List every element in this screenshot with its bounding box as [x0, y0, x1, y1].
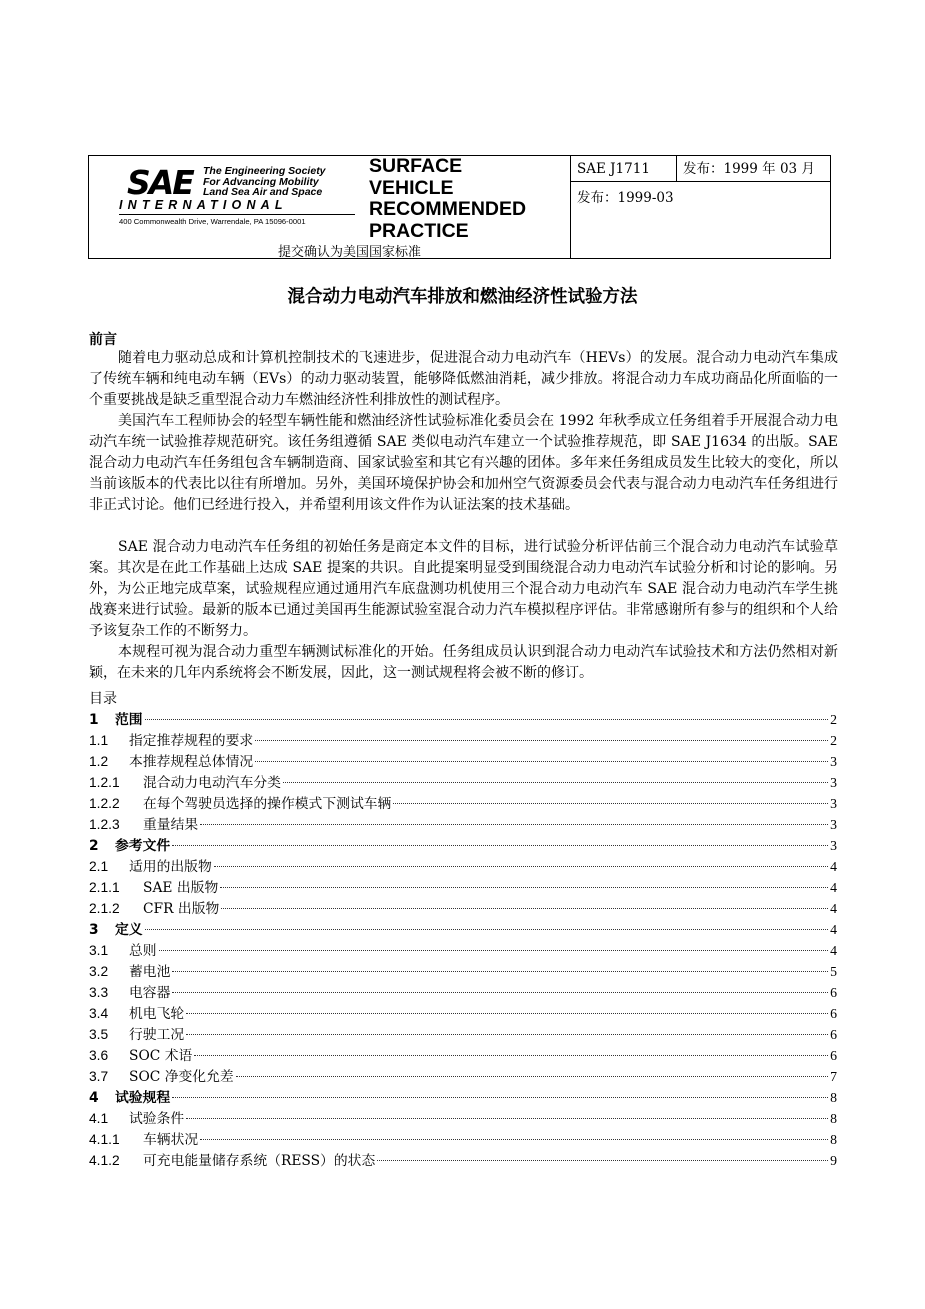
toc-entry-page: 7 [830, 1069, 837, 1084]
sae-logo-block [89, 156, 570, 258]
toc-entry-page: 3 [830, 796, 837, 811]
toc-entry-title: CFR 出版物 [143, 901, 220, 917]
foreword-paragraph: 美国汽车工程师协会的轻型车辆性能和燃油经济性试验标准化委员会在 1992 年秋季成立任务组着手开展混合动力电动汽车统一试验推荐规范研究。该任务组遵循 SAE 类似电动汽车建立一个试验推荐规范，即 SAE J1634 的出版。SAE 混合动力电动汽车任务组包含车辆制造商、国家试验室和其它有兴趣的团体。多年来任务组成员发生比较大的变化，所以当前该版本的代表比以往有所增加。另外，美国环境保护协会和加州空气资源委员会代表与混合动力电动汽车任务组进行非正式讨论。他们已经进行投入，并希望利用该文件作为认证法案的技术基础。 [89, 413, 838, 513]
toc-leader-dots [159, 950, 829, 951]
toc-entry[interactable] [89, 897, 837, 918]
toc-entry[interactable] [89, 1023, 837, 1044]
toc-entry[interactable] [89, 708, 837, 729]
toc-entry[interactable] [89, 1128, 837, 1149]
toc-heading: 目录 [89, 691, 117, 707]
toc-entry-number: 2 [89, 838, 99, 854]
toc-entry[interactable] [89, 729, 837, 750]
toc-entry-title: 蓄电池 [129, 964, 171, 980]
toc-entry-number: 3.1 [89, 943, 109, 958]
sae-logo: SAE [127, 163, 193, 202]
toc-entry[interactable] [89, 792, 837, 813]
toc-leader-dots [393, 803, 828, 804]
toc-entry-number: 2.1 [89, 859, 109, 874]
toc-leader-dots [145, 719, 829, 720]
toc-entry-number: 3.7 [89, 1069, 109, 1084]
toc-entry-number: 1.1 [89, 733, 109, 748]
toc-entry-number: 1 [89, 712, 99, 728]
toc-entry-number: 4 [89, 1090, 99, 1106]
table-of-contents [89, 708, 837, 1170]
toc-entry[interactable] [89, 813, 837, 834]
toc-entry-number: 1.2.2 [89, 796, 120, 811]
toc-entry-title: 电容器 [129, 985, 171, 1001]
toc-entry-title: 参考文件 [115, 838, 171, 854]
toc-entry[interactable] [89, 750, 837, 771]
toc-entry-title: 总则 [129, 943, 157, 959]
toc-entry[interactable] [89, 981, 837, 1002]
toc-leader-dots [236, 1076, 828, 1077]
toc-leader-dots [255, 740, 828, 741]
toc-entry-page: 8 [830, 1132, 837, 1147]
toc-entry-page: 4 [830, 859, 837, 874]
toc-entry-page: 4 [830, 901, 837, 916]
document-header [88, 155, 831, 259]
toc-entry-number: 2.1.2 [89, 901, 120, 916]
toc-entry-number: 4.1.2 [89, 1153, 120, 1168]
foreword-heading: 前言 [89, 332, 117, 348]
toc-entry-title: SAE 出版物 [143, 880, 219, 896]
toc-entry-title: 指定推荐规程的要求 [129, 733, 254, 749]
toc-leader-dots [172, 845, 828, 846]
toc-leader-dots [220, 887, 828, 888]
toc-leader-dots [255, 761, 828, 762]
toc-entry-number: 4.1.1 [89, 1132, 120, 1147]
toc-entry[interactable] [89, 855, 837, 876]
toc-entry-title: 在每个驾驶员选择的操作模式下测试车辆 [143, 796, 392, 812]
issue-date: 发布：1999 年 03 月 [677, 156, 830, 182]
toc-entry-title: 试验规程 [115, 1090, 171, 1106]
toc-entry[interactable] [89, 960, 837, 981]
toc-entry-page: 6 [830, 1048, 837, 1063]
toc-entry-number: 3.4 [89, 1006, 109, 1021]
logo-divider [119, 214, 355, 215]
toc-entry-page: 8 [830, 1111, 837, 1126]
toc-entry-number: 1.2.3 [89, 817, 120, 832]
toc-entry-page: 3 [830, 775, 837, 790]
toc-leader-dots [186, 1034, 828, 1035]
toc-entry-number: 4.1 [89, 1111, 109, 1126]
toc-entry-number: 1.2.1 [89, 775, 120, 790]
toc-entry-page: 6 [830, 1006, 837, 1021]
toc-entry-page: 6 [830, 985, 837, 1000]
toc-entry-title: 范围 [115, 712, 143, 728]
toc-entry-page: 6 [830, 1027, 837, 1042]
toc-entry-title: 混合动力电动汽车分类 [143, 775, 281, 791]
toc-entry-title: 可充电能量储存系统（RESS）的状态 [143, 1153, 376, 1169]
toc-entry[interactable] [89, 939, 837, 960]
toc-leader-dots [186, 1013, 828, 1014]
standard-note: 提交确认为美国国家标准 [278, 245, 422, 260]
toc-entry-page: 3 [830, 817, 837, 832]
toc-entry-page: 2 [830, 733, 837, 748]
toc-entry-page: 4 [830, 880, 837, 895]
sae-society-text: The Engineering Society For Advancing Mobility Land Sea Air and Space [203, 165, 326, 198]
toc-entry-title: 定义 [115, 922, 143, 938]
toc-entry-number: 3.3 [89, 985, 109, 1000]
foreword-paragraph: 随着电力驱动总成和计算机控制技术的飞速进步，促进混合动力电动汽车（HEVs）的发展。混合动力电动汽车集成了传统车辆和纯电动车辆（EVs）的动力驱动装置，能够降低燃油消耗，减少排放。将混合动力车成功商品化所面临的一个重要挑战是缺乏重型混合动力车燃油经济性利排放性的测试程序。 [89, 350, 838, 408]
toc-entry[interactable] [89, 876, 837, 897]
toc-leader-dots [194, 1055, 828, 1056]
toc-leader-dots [186, 1118, 828, 1119]
toc-leader-dots [200, 1139, 828, 1140]
toc-entry[interactable] [89, 771, 837, 792]
toc-entry-page: 4 [830, 922, 837, 937]
toc-entry-title: 试验条件 [129, 1111, 185, 1127]
toc-entry-title: 适用的出版物 [129, 859, 212, 875]
foreword-paragraph: SAE 混合动力电动汽车任务组的初始任务是商定本文件的目标，进行试验分析评估前三个混合动力电动汽车试验草案。其次是在此工作基础上达成 SAE 提案的共识。自此提案明显受到围绕混合动力电动汽车试验分析和讨论的影响。另外，为公正地完成草案，试验规程应通过通用汽车底盘测功机使用三个混合动力电动汽车 SAE 混合动力电动汽车学生挑战赛来进行试验。最新的版本已通过美国再生能源试验室混合动力汽车模拟程序评估。非常感谢所有参与的组织和个人给予该复杂工作的不断努力。 [89, 539, 838, 639]
toc-entry[interactable] [89, 1044, 837, 1065]
toc-leader-dots [377, 1160, 828, 1161]
toc-entry[interactable] [89, 1086, 837, 1107]
document-title: 混合动力电动汽车排放和燃油经济性试验方法 [287, 287, 638, 307]
toc-entry-number: 3 [89, 922, 99, 938]
toc-leader-dots [200, 824, 828, 825]
toc-entry-title: 重量结果 [143, 817, 199, 833]
document-info [571, 156, 830, 258]
sae-address: 400 Commonwealth Drive, Warrendale, PA 15096-0001 [119, 217, 306, 226]
toc-entry[interactable] [89, 918, 837, 939]
toc-entry-page: 3 [830, 754, 837, 769]
toc-entry-page: 9 [830, 1153, 837, 1168]
toc-leader-dots [145, 929, 829, 930]
foreword-paragraph: 本规程可视为混合动力重型车辆测试标准化的开始。任务组成员认识到混合动力电动汽车试验技术和方法仍然相对新颖，在未来的几年内系统将会不断发展，因此，这一测试规程将会被不断的修订。 [89, 644, 838, 681]
toc-entry-page: 5 [830, 964, 837, 979]
toc-leader-dots [172, 971, 828, 972]
document-code: SAE J1711 [571, 156, 677, 182]
toc-entry-number: 2.1.1 [89, 880, 120, 895]
toc-entry[interactable] [89, 1107, 837, 1128]
toc-leader-dots [172, 1097, 828, 1098]
toc-entry-page: 3 [830, 838, 837, 853]
toc-entry-title: SOC 净变化允差 [129, 1069, 234, 1085]
toc-entry-page: 8 [830, 1090, 837, 1105]
toc-entry-page: 2 [830, 712, 837, 727]
toc-entry-title: 本推荐规程总体情况 [129, 754, 254, 770]
toc-entry-number: 1.2 [89, 754, 109, 769]
toc-entry-title: 机电飞轮 [129, 1006, 185, 1022]
toc-entry-page: 4 [830, 943, 837, 958]
toc-entry-number: 3.5 [89, 1027, 109, 1042]
toc-leader-dots [221, 908, 828, 909]
toc-entry-number: 3.2 [89, 964, 109, 979]
toc-leader-dots [283, 782, 828, 783]
sae-international-text: INTERNATIONAL [119, 198, 288, 212]
toc-entry[interactable] [89, 1002, 837, 1023]
issue-date-numeric: 发布：1999-03 [577, 190, 674, 206]
toc-entry[interactable] [89, 1065, 837, 1086]
document-type: SURFACE VEHICLE RECOMMENDED PRACTICE [369, 155, 527, 242]
toc-leader-dots [214, 866, 828, 867]
toc-entry-title: 行驶工况 [129, 1027, 185, 1043]
toc-entry-title: SOC 术语 [129, 1048, 193, 1064]
toc-entry-title: 车辆状况 [143, 1132, 199, 1148]
toc-entry-number: 3.6 [89, 1048, 109, 1063]
toc-leader-dots [172, 992, 828, 993]
toc-entry[interactable] [89, 1149, 837, 1170]
toc-entry[interactable] [89, 834, 837, 855]
